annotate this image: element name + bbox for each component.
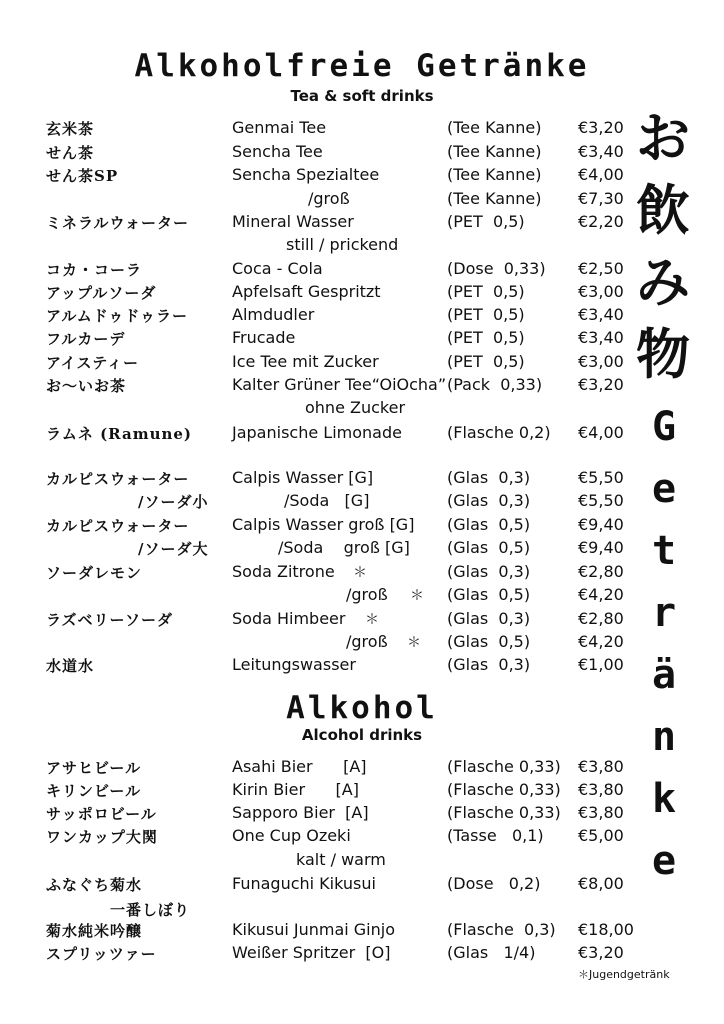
item-size: (Glas 0,5) — [447, 538, 531, 557]
item-price: €18,00 — [578, 920, 634, 939]
menu-row — [0, 305, 640, 329]
vertical-de-char: t — [651, 528, 677, 574]
item-price: €9,40 — [578, 515, 624, 534]
item-german: /Soda [G] — [284, 491, 370, 510]
item-japanese: /ソーダ小 — [138, 493, 209, 511]
item-price: €4,20 — [578, 632, 624, 651]
item-price: €2,20 — [578, 212, 624, 231]
item-japanese: カルピスウォーター — [46, 470, 190, 488]
item-german: Frucade — [232, 328, 296, 347]
item-german: Sencha Spezialtee — [232, 165, 380, 184]
menu-row — [0, 165, 640, 189]
menu-row — [0, 803, 640, 827]
item-german: Genmai Tee — [232, 118, 327, 137]
menu-row — [0, 142, 640, 166]
item-size: (Flasche 0,2) — [447, 423, 551, 442]
item-german: Japanische Limonade — [232, 423, 402, 442]
item-german: Apfelsaft Gespritzt — [232, 282, 381, 301]
item-japanese: カルピスウォーター — [46, 517, 190, 535]
item-japanese: /ソーダ大 — [138, 540, 209, 558]
item-german: Calpis Wasser [G] — [232, 468, 374, 487]
item-size: (Tee Kanne) — [447, 165, 542, 184]
item-german: /groß — [308, 189, 350, 208]
item-price: €3,80 — [578, 780, 624, 799]
item-size: (Flasche 0,33) — [447, 757, 561, 776]
vertical-de-char: n — [651, 714, 677, 760]
menu-row — [0, 189, 640, 213]
youth-drink-star: ＊ — [353, 565, 367, 581]
item-german: Sencha Tee — [232, 142, 323, 161]
item-japanese: ミネラルウォーター — [46, 214, 189, 232]
menu-row — [0, 632, 640, 656]
menu-row — [0, 235, 640, 259]
item-german: still / prickend — [286, 235, 399, 254]
vertical-de-char: e — [651, 838, 677, 884]
item-german: Kalter Grüner Tee“OiOcha” — [232, 375, 447, 394]
item-price: €3,40 — [578, 142, 624, 161]
item-price: €5,50 — [578, 491, 624, 510]
item-german: Kirin Bier [A] — [232, 780, 359, 799]
menu-row — [0, 850, 640, 874]
item-size: (Flasche 0,3) — [447, 920, 556, 939]
item-german: Calpis Wasser groß [G] — [232, 515, 415, 534]
item-japanese: アップルソーダ — [46, 284, 157, 302]
item-japanese: ふなぐち菊水 — [46, 876, 143, 894]
item-japanese: せん茶SP — [46, 167, 119, 185]
vertical-jp-char: お — [636, 106, 690, 170]
item-size: (Glas 0,3) — [447, 609, 531, 628]
alcohol-section-title: Alkohol — [286, 690, 438, 726]
item-japanese: 菊水純米吟醸 — [46, 922, 143, 940]
item-german: Asahi Bier [A] — [232, 757, 367, 776]
item-japanese: ワンカップ大関 — [46, 828, 158, 846]
menu-row — [0, 398, 640, 422]
item-size: (PET 0,5) — [447, 328, 525, 347]
item-size: (Glas 0,3) — [447, 491, 531, 510]
item-price: €2,80 — [578, 609, 624, 628]
item-price: €3,20 — [578, 943, 624, 962]
item-size: (Glas 0,5) — [447, 632, 531, 651]
menu-row — [0, 826, 640, 850]
item-price: €5,00 — [578, 826, 624, 845]
item-size: (Glas 0,3) — [447, 655, 531, 674]
item-japanese: 一番しぼり — [110, 901, 191, 919]
item-japanese: コカ・コーラ — [46, 261, 143, 279]
item-size: (Flasche 0,33) — [447, 780, 561, 799]
item-size: (Glas 0,5) — [447, 585, 531, 604]
item-japanese: お～いお茶 — [46, 377, 127, 395]
menu-row — [0, 943, 640, 967]
item-price: €2,80 — [578, 562, 624, 581]
item-price: €4,00 — [578, 423, 624, 442]
item-german: Leitungswasser — [232, 655, 356, 674]
item-german: Soda Himbeer — [232, 609, 346, 628]
item-price: €2,50 — [578, 259, 624, 278]
item-price: €9,40 — [578, 538, 624, 557]
menu-row — [0, 212, 640, 236]
menu-row — [0, 585, 640, 609]
item-japanese: 水道水 — [46, 657, 95, 675]
item-price: €7,30 — [578, 189, 624, 208]
item-japanese: アサヒビール — [46, 759, 142, 777]
menu-row — [0, 259, 640, 283]
item-price: €4,20 — [578, 585, 624, 604]
vertical-de-char: e — [651, 466, 677, 512]
item-price: €8,00 — [578, 874, 624, 893]
item-price: €1,00 — [578, 655, 624, 674]
item-japanese: フルカーデ — [46, 330, 126, 348]
item-size: (PET 0,5) — [447, 212, 525, 231]
item-price: €3,00 — [578, 282, 624, 301]
item-price: €5,50 — [578, 468, 624, 487]
youth-drink-star: ＊ — [365, 612, 379, 628]
item-price: €3,00 — [578, 352, 624, 371]
footnote-youth-drink: ＊Jugendgetränk — [578, 968, 670, 981]
menu-row — [0, 874, 640, 898]
item-german: One Cup Ozeki — [232, 826, 351, 845]
item-german: Mineral Wasser — [232, 212, 354, 231]
item-german: kalt / warm — [296, 850, 386, 869]
item-price: €3,80 — [578, 803, 624, 822]
menu-row — [0, 491, 640, 515]
menu-row — [0, 757, 640, 781]
youth-drink-star: ＊ — [410, 588, 424, 604]
item-price: €4,00 — [578, 165, 624, 184]
item-size: (Tee Kanne) — [447, 118, 542, 137]
item-size: (Pack 0,33) — [447, 375, 543, 394]
item-german: Kikusui Junmai Ginjo — [232, 920, 395, 939]
item-japanese: アルムドゥドゥラー — [46, 307, 189, 325]
item-german: Almdudler — [232, 305, 315, 324]
vertical-jp-char: 飲 — [636, 178, 690, 242]
item-german: /Soda groß [G] — [278, 538, 410, 557]
menu-row — [0, 562, 640, 586]
item-german: Coca - Cola — [232, 259, 323, 278]
item-german: Sapporo Bier [A] — [232, 803, 369, 822]
item-japanese: ラズベリーソーダ — [46, 611, 173, 629]
menu-row — [0, 328, 640, 352]
item-german: Weißer Spritzer [O] — [232, 943, 391, 962]
menu-row — [0, 282, 640, 306]
item-size: (Dose 0,33) — [447, 259, 546, 278]
item-size: (Glas 0,3) — [447, 562, 531, 581]
item-japanese: ラムネ (Ramune) — [46, 425, 193, 443]
vertical-jp-char: み — [636, 250, 690, 314]
alcohol-section-subtitle: Alcohol drinks — [301, 726, 423, 744]
item-price: €3,40 — [578, 305, 624, 324]
vertical-de-char: r — [651, 590, 677, 636]
item-japanese: 玄米茶 — [46, 120, 95, 138]
item-price: €3,40 — [578, 328, 624, 347]
menu-row — [0, 352, 640, 376]
item-size: (Tee Kanne) — [447, 189, 542, 208]
page-title: Alkoholfreie Getränke — [134, 48, 590, 84]
item-size: (Tasse 0,1) — [447, 826, 544, 845]
item-german: Funaguchi Kikusui — [232, 874, 376, 893]
vertical-de-char: G — [651, 404, 677, 450]
item-german: Soda Zitrone — [232, 562, 335, 581]
item-size: (PET 0,5) — [447, 305, 525, 324]
menu-row — [0, 515, 640, 539]
menu-row — [0, 780, 640, 804]
menu-row — [0, 538, 640, 562]
vertical-german-title — [634, 396, 694, 892]
item-size: (Glas 0,5) — [447, 515, 531, 534]
youth-drink-star: ＊ — [407, 635, 421, 651]
menu-row — [0, 468, 640, 492]
page-subtitle: Tea & soft drinks — [290, 87, 434, 105]
item-german: /groß — [346, 585, 388, 604]
item-size: (Dose 0,2) — [447, 874, 541, 893]
item-japanese: スプリッツァー — [46, 945, 157, 963]
item-japanese: サッポロビール — [46, 805, 157, 823]
item-size: (PET 0,5) — [447, 352, 525, 371]
item-japanese: ソーダレモン — [46, 564, 143, 582]
item-price: €3,80 — [578, 757, 624, 776]
item-german: /groß — [346, 632, 388, 651]
item-japanese: キリンビール — [46, 782, 142, 800]
item-size: (Glas 0,3) — [447, 468, 531, 487]
vertical-de-char: k — [651, 776, 677, 822]
item-german: ohne Zucker — [305, 398, 406, 417]
item-japanese: せん茶 — [46, 144, 95, 162]
menu-row — [0, 118, 640, 142]
item-size: (Glas 1/4) — [447, 943, 536, 962]
vertical-jp-char: 物 — [636, 322, 690, 386]
menu-row — [0, 375, 640, 399]
item-price: €3,20 — [578, 375, 624, 394]
item-japanese: アイスティー — [46, 354, 140, 372]
item-german: Ice Tee mit Zucker — [232, 352, 379, 371]
item-size: (PET 0,5) — [447, 282, 525, 301]
menu-row — [0, 423, 640, 447]
menu-row — [0, 609, 640, 633]
item-size: (Flasche 0,33) — [447, 803, 561, 822]
menu-row — [0, 655, 640, 679]
menu-row — [0, 920, 640, 944]
item-price: €3,20 — [578, 118, 624, 137]
vertical-de-char: ä — [651, 652, 677, 698]
item-size: (Tee Kanne) — [447, 142, 542, 161]
